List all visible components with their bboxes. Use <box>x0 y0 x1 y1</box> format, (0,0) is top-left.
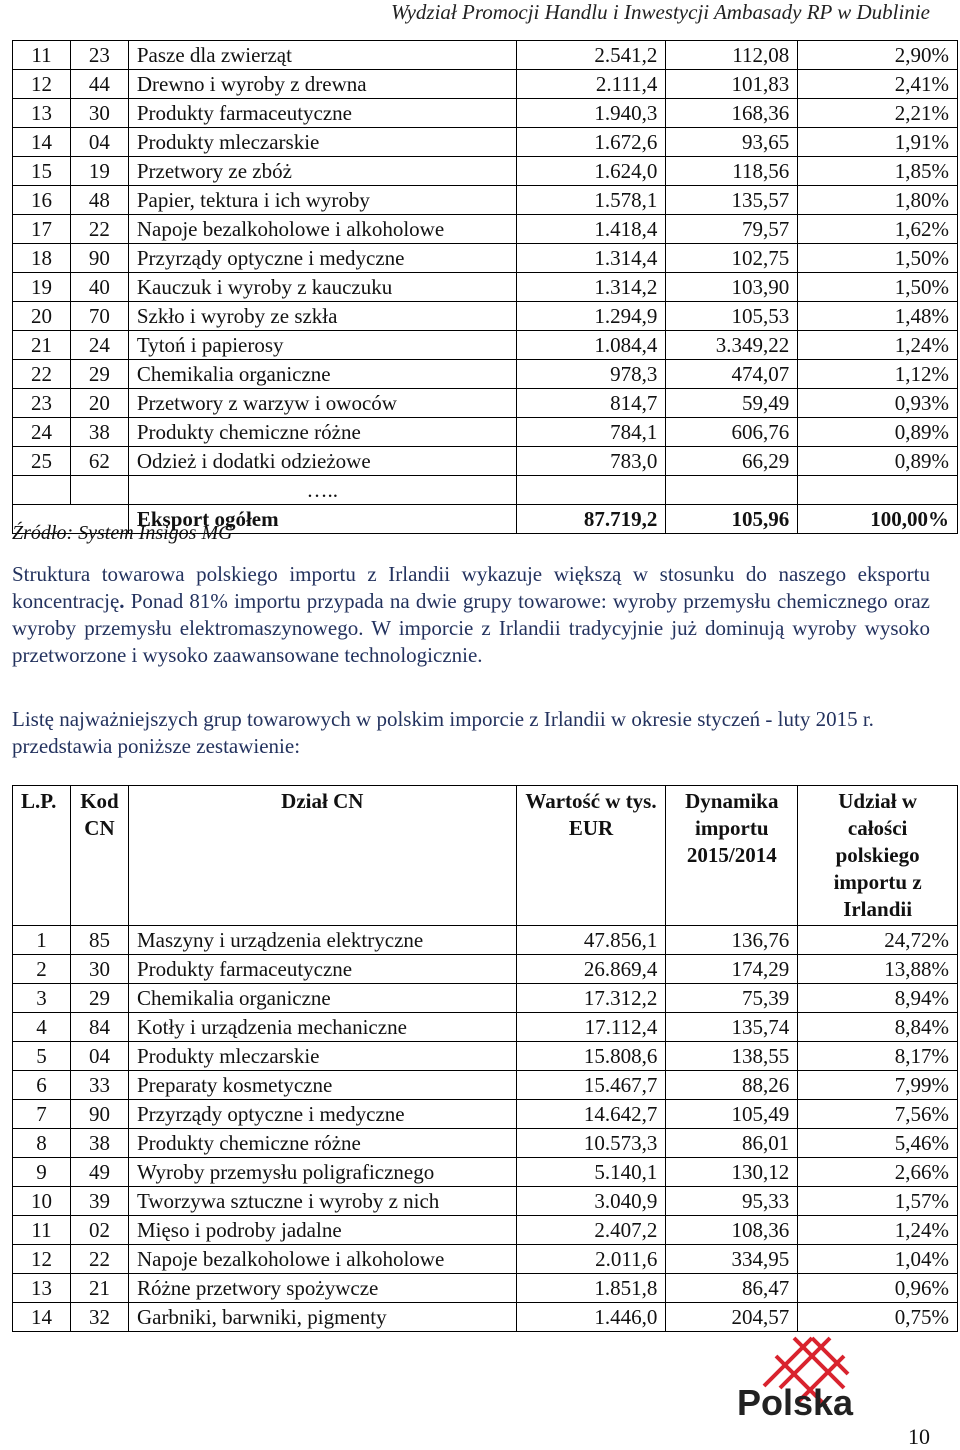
total-label: Eksport ogółem <box>128 505 516 534</box>
cell-lp: 11 <box>13 41 71 70</box>
table-row-ellipsis <box>13 476 958 505</box>
paragraph-dot: . <box>119 589 125 613</box>
cell-dynamics: 66,29 <box>666 447 798 476</box>
cell-dynamics: 135,74 <box>666 1013 798 1042</box>
table-row <box>13 1245 958 1274</box>
table-row <box>13 99 958 128</box>
table-row <box>13 1216 958 1245</box>
cell-share: 2,41% <box>798 70 958 99</box>
cell-lp: 2 <box>13 955 71 984</box>
cell-name: Produkty chemiczne różne <box>128 1129 516 1158</box>
cell-dynamics: 105,53 <box>666 302 798 331</box>
cell-value: 784,1 <box>516 418 666 447</box>
cell-dynamics: 204,57 <box>666 1303 798 1332</box>
cell-name: Maszyny i urządzenia elektryczne <box>128 926 516 955</box>
cell-share: 8,94% <box>798 984 958 1013</box>
cell-name: Tworzywa sztuczne i wyroby z nich <box>128 1187 516 1216</box>
cell-value: 47.856,1 <box>516 926 666 955</box>
cell-ellipsis: ….. <box>128 476 516 505</box>
cell-share: 8,84% <box>798 1013 958 1042</box>
cell-share: 7,56% <box>798 1100 958 1129</box>
cell-share: 0,89% <box>798 418 958 447</box>
cell-dynamics: 88,26 <box>666 1071 798 1100</box>
cell-value: 783,0 <box>516 447 666 476</box>
cell-value: 2.541,2 <box>516 41 666 70</box>
cell-kod: 21 <box>70 1274 128 1303</box>
cell-value: 2.407,2 <box>516 1216 666 1245</box>
table-row <box>13 360 958 389</box>
table-row <box>13 1071 958 1100</box>
cell-lp: 20 <box>13 302 71 331</box>
cell-value: 15.808,6 <box>516 1042 666 1071</box>
table-row <box>13 186 958 215</box>
cell-name: Produkty mleczarskie <box>128 128 516 157</box>
cell-name: Przetwory ze zbóż <box>128 157 516 186</box>
cell-lp: 1 <box>13 926 71 955</box>
cell-share: 1,57% <box>798 1187 958 1216</box>
cell-name: Napoje bezalkoholowe i alkoholowe <box>128 215 516 244</box>
table-row <box>13 302 958 331</box>
cell-name: Szkło i wyroby ze szkła <box>128 302 516 331</box>
page-header: Wydział Promocji Handlu i Inwestycji Ambasady RP w Dublinie <box>391 0 930 24</box>
cell-share: 1,48% <box>798 302 958 331</box>
cell-name: Różne przetwory spożywcze <box>128 1274 516 1303</box>
cell-dynamics: 112,08 <box>666 41 798 70</box>
table-row <box>13 157 958 186</box>
cell-kod: 39 <box>70 1187 128 1216</box>
cell-name: Tytoń i papierosy <box>128 331 516 360</box>
cell-name: Pasze dla zwierząt <box>128 41 516 70</box>
cell-value: 17.112,4 <box>516 1013 666 1042</box>
cell-empty <box>798 476 958 505</box>
cell-kod: 49 <box>70 1158 128 1187</box>
cell-lp: 15 <box>13 157 71 186</box>
cell-kod: 44 <box>70 70 128 99</box>
cell-kod: 22 <box>70 215 128 244</box>
cell-value: 814,7 <box>516 389 666 418</box>
cell-lp: 12 <box>13 70 71 99</box>
cell-share: 1,80% <box>798 186 958 215</box>
cell-share: 1,12% <box>798 360 958 389</box>
table-row <box>13 389 958 418</box>
cell-kod: 30 <box>70 99 128 128</box>
cell-dynamics: 79,57 <box>666 215 798 244</box>
cell-share: 0,89% <box>798 447 958 476</box>
cell-kod: 19 <box>70 157 128 186</box>
cell-share: 1,24% <box>798 1216 958 1245</box>
cell-dynamics: 130,12 <box>666 1158 798 1187</box>
cell-kod: 32 <box>70 1303 128 1332</box>
cell-lp: 19 <box>13 273 71 302</box>
cell-kod: 62 <box>70 447 128 476</box>
cell-value: 1.851,8 <box>516 1274 666 1303</box>
cell-share: 1,85% <box>798 157 958 186</box>
cell-lp: 9 <box>13 1158 71 1187</box>
cell-lp: 6 <box>13 1071 71 1100</box>
cell-value: 2.011,6 <box>516 1245 666 1274</box>
table-row <box>13 273 958 302</box>
cell-name: Przyrządy optyczne i medyczne <box>128 244 516 273</box>
cell-lp: 13 <box>13 1274 71 1303</box>
cell-value: 15.467,7 <box>516 1071 666 1100</box>
cell-share: 2,66% <box>798 1158 958 1187</box>
cell-empty <box>666 476 798 505</box>
total-value: 87.719,2 <box>516 505 666 534</box>
cell-name: Przyrządy optyczne i medyczne <box>128 1100 516 1129</box>
cell-kod: 70 <box>70 302 128 331</box>
cell-name: Wyroby przemysłu poligraficznego <box>128 1158 516 1187</box>
cell-dynamics: 75,39 <box>666 984 798 1013</box>
cell-value: 26.869,4 <box>516 955 666 984</box>
cell-value: 1.446,0 <box>516 1303 666 1332</box>
cell-name: Produkty mleczarskie <box>128 1042 516 1071</box>
cell-dynamics: 105,49 <box>666 1100 798 1129</box>
header-dynamika: Dynamika importu 2015/2014 <box>666 786 798 926</box>
cell-value: 1.940,3 <box>516 99 666 128</box>
table-row <box>13 1158 958 1187</box>
cell-value: 17.312,2 <box>516 984 666 1013</box>
cell-empty <box>70 476 128 505</box>
cell-name: Produkty farmaceutyczne <box>128 955 516 984</box>
cell-kod: 20 <box>70 389 128 418</box>
logo-text: Polska <box>737 1382 854 1423</box>
table-row <box>13 1129 958 1158</box>
cell-value: 1.314,4 <box>516 244 666 273</box>
table-row <box>13 41 958 70</box>
cell-name: Napoje bezalkoholowe i alkoholowe <box>128 1245 516 1274</box>
cell-name: Produkty farmaceutyczne <box>128 99 516 128</box>
cell-share: 1,04% <box>798 1245 958 1274</box>
cell-name: Odzież i dodatki odzieżowe <box>128 447 516 476</box>
cell-share: 0,93% <box>798 389 958 418</box>
page-number: 10 <box>908 1424 930 1449</box>
cell-name: Preparaty kosmetyczne <box>128 1071 516 1100</box>
cell-lp: 24 <box>13 418 71 447</box>
cell-dynamics: 86,47 <box>666 1274 798 1303</box>
cell-dynamics: 3.349,22 <box>666 331 798 360</box>
cell-value: 2.111,4 <box>516 70 666 99</box>
cell-value: 978,3 <box>516 360 666 389</box>
cell-name: Garbniki, barwniki, pigmenty <box>128 1303 516 1332</box>
cell-kod: 29 <box>70 360 128 389</box>
cell-lp: 21 <box>13 331 71 360</box>
cell-dynamics: 474,07 <box>666 360 798 389</box>
cell-kod: 84 <box>70 1013 128 1042</box>
cell-lp: 23 <box>13 389 71 418</box>
cell-lp: 11 <box>13 1216 71 1245</box>
header-wartosc: Wartość w tys. EUR <box>516 786 666 926</box>
cell-dynamics: 86,01 <box>666 1129 798 1158</box>
cell-lp: 13 <box>13 99 71 128</box>
cell-kod: 38 <box>70 418 128 447</box>
cell-value: 1.294,9 <box>516 302 666 331</box>
header-kod: Kod CN <box>70 786 128 926</box>
cell-dynamics: 108,36 <box>666 1216 798 1245</box>
paragraph-part1: Struktura towarowa polskiego importu z Irlandii wykazuje większą w stosunku do naszego eksportu koncentrację <box>12 562 930 613</box>
cell-share: 24,72% <box>798 926 958 955</box>
table-row <box>13 984 958 1013</box>
cell-share: 8,17% <box>798 1042 958 1071</box>
cell-name: Produkty chemiczne różne <box>128 418 516 447</box>
cell-empty <box>13 476 71 505</box>
cell-value: 1.578,1 <box>516 186 666 215</box>
cell-kod: 30 <box>70 955 128 984</box>
cell-share: 2,90% <box>798 41 958 70</box>
cell-kod: 38 <box>70 1129 128 1158</box>
cell-dynamics: 101,83 <box>666 70 798 99</box>
cell-kod: 85 <box>70 926 128 955</box>
cell-kod: 90 <box>70 244 128 273</box>
cell-share: 1,50% <box>798 244 958 273</box>
cell-share: 7,99% <box>798 1071 958 1100</box>
cell-value: 1.672,6 <box>516 128 666 157</box>
cell-dynamics: 606,76 <box>666 418 798 447</box>
table-row <box>13 244 958 273</box>
header-udzial: Udział w całości polskiego importu z Irlandii <box>798 786 958 926</box>
cell-lp: 16 <box>13 186 71 215</box>
cell-value: 1.084,4 <box>516 331 666 360</box>
cell-dynamics: 174,29 <box>666 955 798 984</box>
import-table-header-row <box>13 786 958 926</box>
cell-value: 10.573,3 <box>516 1129 666 1158</box>
table-row <box>13 1013 958 1042</box>
paragraph-list-intro: Listę najważniejszych grup towarowych w polskim imporcie z Irlandii w okresie styczeń - luty 2015 r. przedstawia poniższe zestawienie: <box>12 707 874 758</box>
cell-kod: 40 <box>70 273 128 302</box>
table-row <box>13 1187 958 1216</box>
header-dzial: Dział CN <box>128 786 516 926</box>
cell-kod: 29 <box>70 984 128 1013</box>
table-row <box>13 1303 958 1332</box>
cell-share: 0,75% <box>798 1303 958 1332</box>
cell-lp: 3 <box>13 984 71 1013</box>
table-row <box>13 1042 958 1071</box>
cell-lp: 25 <box>13 447 71 476</box>
table-row <box>13 1274 958 1303</box>
cell-value: 3.040,9 <box>516 1187 666 1216</box>
cell-dynamics: 135,57 <box>666 186 798 215</box>
cell-dynamics: 136,76 <box>666 926 798 955</box>
cell-lp: 5 <box>13 1042 71 1071</box>
cell-lp: 8 <box>13 1129 71 1158</box>
paragraph-structure <box>12 561 930 669</box>
cell-kod: 90 <box>70 1100 128 1129</box>
cell-value: 1.314,2 <box>516 273 666 302</box>
cell-empty <box>516 476 666 505</box>
cell-name: Chemikalia organiczne <box>128 360 516 389</box>
cell-lp: 22 <box>13 360 71 389</box>
cell-kod: 04 <box>70 128 128 157</box>
cell-kod: 02 <box>70 1216 128 1245</box>
cell-kod: 04 <box>70 1042 128 1071</box>
cell-share: 1,24% <box>798 331 958 360</box>
table-row <box>13 215 958 244</box>
export-table <box>12 40 958 534</box>
source-note: Źródło: System Insigos MG <box>12 522 233 544</box>
cell-dynamics: 103,90 <box>666 273 798 302</box>
cell-kod: 48 <box>70 186 128 215</box>
table-row <box>13 1100 958 1129</box>
total-dynamics: 105,96 <box>666 505 798 534</box>
cell-dynamics: 95,33 <box>666 1187 798 1216</box>
table-row <box>13 70 958 99</box>
cell-dynamics: 93,65 <box>666 128 798 157</box>
cell-share: 13,88% <box>798 955 958 984</box>
cell-lp: 4 <box>13 1013 71 1042</box>
header-lp: L.P. <box>13 786 71 926</box>
table-row <box>13 128 958 157</box>
cell-lp: 18 <box>13 244 71 273</box>
cell-lp: 7 <box>13 1100 71 1129</box>
cell-share: 5,46% <box>798 1129 958 1158</box>
cell-lp: 14 <box>13 128 71 157</box>
table-row <box>13 447 958 476</box>
cell-name: Chemikalia organiczne <box>128 984 516 1013</box>
cell-dynamics: 334,95 <box>666 1245 798 1274</box>
paragraph-part2: Ponad 81% importu przypada na dwie grupy towarowe: wyroby przemysłu chemicznego oraz wyroby przemysłu elektromaszynowego. W imporcie z Irlandii tradycyjnie już dominują wyroby wysoko przetworzone i wysoko zaawansowane technologicznie. <box>12 589 930 667</box>
import-table <box>12 785 958 1332</box>
cell-name: Kauczuk i wyroby z kauczuku <box>128 273 516 302</box>
cell-lp: 17 <box>13 215 71 244</box>
cell-kod: 23 <box>70 41 128 70</box>
cell-name: Papier, tektura i ich wyroby <box>128 186 516 215</box>
cell-name: Mięso i podroby jadalne <box>128 1216 516 1245</box>
cell-dynamics: 102,75 <box>666 244 798 273</box>
cell-share: 0,96% <box>798 1274 958 1303</box>
table-row <box>13 418 958 447</box>
cell-share: 1,91% <box>798 128 958 157</box>
cell-lp: 10 <box>13 1187 71 1216</box>
cell-dynamics: 168,36 <box>666 99 798 128</box>
cell-dynamics: 118,56 <box>666 157 798 186</box>
cell-value: 5.140,1 <box>516 1158 666 1187</box>
cell-value: 1.624,0 <box>516 157 666 186</box>
cell-dynamics: 138,55 <box>666 1042 798 1071</box>
cell-name: Przetwory z warzyw i owoców <box>128 389 516 418</box>
cell-name: Drewno i wyroby z drewna <box>128 70 516 99</box>
cell-share: 2,21% <box>798 99 958 128</box>
cell-value: 14.642,7 <box>516 1100 666 1129</box>
cell-kod: 24 <box>70 331 128 360</box>
cell-share: 1,62% <box>798 215 958 244</box>
cell-share: 1,50% <box>798 273 958 302</box>
table-row <box>13 926 958 955</box>
table-row <box>13 955 958 984</box>
cell-name: Kotły i urządzenia mechaniczne <box>128 1013 516 1042</box>
cell-kod: 33 <box>70 1071 128 1100</box>
cell-dynamics: 59,49 <box>666 389 798 418</box>
cell-kod: 22 <box>70 1245 128 1274</box>
cell-value: 1.418,4 <box>516 215 666 244</box>
cell-lp: 12 <box>13 1245 71 1274</box>
table-row <box>13 331 958 360</box>
cell-lp: 14 <box>13 1303 71 1332</box>
total-share: 100,00% <box>798 505 958 534</box>
